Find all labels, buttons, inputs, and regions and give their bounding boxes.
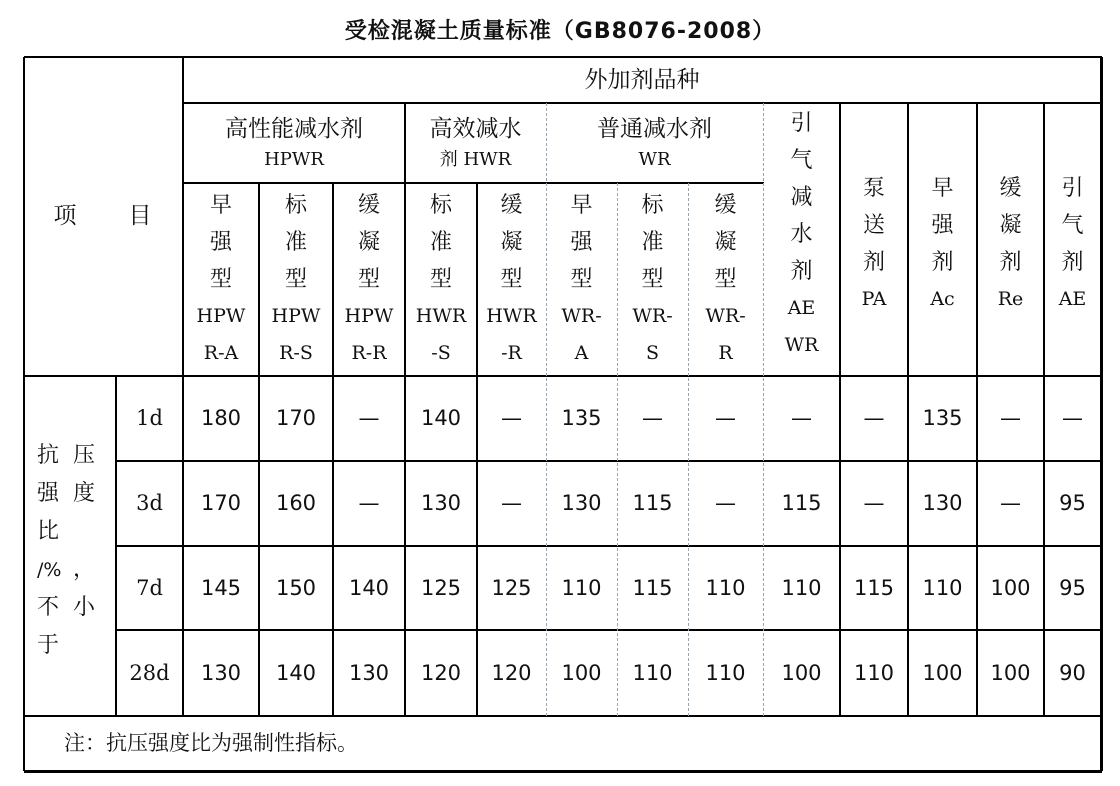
- column-header-char: 凝: [500, 230, 523, 255]
- column-header-char: 型: [641, 267, 664, 292]
- column-header-code: WR-: [632, 305, 673, 327]
- column-header-char: 泵: [862, 175, 885, 201]
- column-header-char: 标: [284, 193, 307, 218]
- column-header-code: -R: [501, 342, 522, 364]
- column-header-char: 缓: [500, 193, 523, 218]
- column-header-code: R-S: [279, 342, 313, 364]
- row-group-label-char: [73, 628, 103, 664]
- column-header-char: 凝: [714, 230, 737, 255]
- column-header-char: 型: [209, 267, 232, 292]
- column-header-0: [183, 183, 259, 376]
- group-hpwr-name: 高性能减水剂: [225, 115, 363, 142]
- row-group-label-char: ，: [73, 557, 96, 582]
- admixture-type-label: 外加剂品种: [584, 66, 700, 93]
- row-group-label-char: 不: [37, 595, 60, 620]
- column-header-4: [477, 183, 546, 376]
- value-text: 150: [275, 575, 317, 600]
- column-header-char: 缓: [999, 175, 1022, 201]
- value-text: —: [1000, 491, 1021, 515]
- value-text: 170: [275, 406, 317, 430]
- column-header-1: [259, 183, 333, 376]
- column-header-code: S: [645, 342, 660, 364]
- column-header-code: HWR: [486, 305, 537, 327]
- row-group-label-char: 度: [73, 481, 96, 506]
- column-header-char: 凝: [999, 212, 1022, 238]
- column-header-char: 强: [931, 212, 954, 238]
- value-text: 140: [348, 575, 390, 600]
- value-text: —: [642, 406, 663, 430]
- age-cell: [116, 376, 183, 461]
- column-header-char: 剂: [999, 249, 1022, 275]
- value-cell: [333, 630, 405, 716]
- value-cell: [477, 461, 546, 546]
- group-hwr-name: 高效减水: [429, 115, 522, 142]
- value-cell: [908, 546, 977, 630]
- admixture-type-header: [183, 57, 1101, 103]
- column-header-code: HPW: [271, 305, 321, 327]
- value-cell: [908, 461, 977, 546]
- value-text: 130: [348, 660, 390, 685]
- value-text: —: [1000, 406, 1021, 430]
- column-header-char: 剂: [790, 259, 813, 284]
- value-text: 140: [275, 660, 317, 685]
- column-header-code: A: [574, 342, 589, 364]
- column-header-code: HWR: [415, 305, 467, 327]
- value-cell: [617, 630, 688, 716]
- value-cell: [259, 376, 333, 461]
- value-text: 130: [922, 491, 963, 515]
- value-text: —: [501, 406, 522, 430]
- group-hpwr-code: HPWR: [264, 148, 324, 170]
- value-text: 170: [200, 491, 242, 515]
- value-text: —: [715, 491, 736, 515]
- column-header-code: R-R: [351, 342, 387, 364]
- value-text: 110: [561, 575, 602, 600]
- row-group-label-char: 小: [73, 595, 96, 620]
- value-cell: [1044, 461, 1101, 546]
- value-cell: [840, 461, 908, 546]
- value-text: 135: [561, 406, 602, 430]
- value-text: —: [863, 406, 885, 430]
- value-text: 110: [853, 660, 895, 685]
- column-header-char: 准: [641, 230, 664, 255]
- value-cell: [405, 546, 477, 630]
- column-header-7: [688, 183, 763, 376]
- value-cell: [183, 376, 259, 461]
- column-header-char: 缓: [714, 193, 737, 218]
- value-cell: [259, 546, 333, 630]
- value-cell: [1044, 630, 1101, 716]
- column-header-char: 早: [209, 193, 232, 218]
- value-cell: [259, 630, 333, 716]
- column-header-code: HPW: [196, 305, 246, 327]
- group-wr-header: [546, 103, 763, 183]
- value-text: —: [791, 406, 812, 430]
- value-text: 115: [632, 575, 673, 600]
- value-text: 110: [632, 660, 673, 685]
- group-wr-name: 普通减水剂: [597, 115, 712, 142]
- row-group-label-char: [73, 514, 103, 550]
- item-header-label: 项 目: [53, 203, 154, 229]
- column-header-9: [840, 103, 908, 376]
- column-header-char: 型: [714, 267, 737, 292]
- value-cell: [477, 546, 546, 630]
- value-cell: [688, 630, 763, 716]
- column-header-char: 强: [209, 230, 232, 255]
- column-header-char: 气: [1061, 212, 1084, 238]
- column-header-char: 强: [570, 230, 593, 255]
- value-cell: [688, 546, 763, 630]
- table-note: [24, 716, 1101, 771]
- value-cell: [259, 461, 333, 546]
- column-header-code: HPW: [344, 305, 394, 327]
- value-cell: [763, 630, 840, 716]
- age-cell: [116, 546, 183, 630]
- value-text: 110: [781, 575, 822, 600]
- row-group-label-char: 于: [37, 633, 60, 658]
- document-title: 受检混凝土质量标准（GB8076-2008）: [344, 19, 776, 44]
- group-hpwr-header: [183, 103, 405, 183]
- value-text: 140: [420, 406, 462, 430]
- column-header-char: 型: [500, 267, 523, 292]
- age-cell: [116, 461, 183, 546]
- row-group-label-char: 强: [37, 481, 60, 506]
- value-text: —: [863, 491, 885, 515]
- group-wr-code: WR: [638, 148, 671, 170]
- column-header-2: [333, 183, 405, 376]
- column-header-char: 准: [429, 230, 452, 255]
- value-text: 120: [420, 660, 462, 685]
- value-text: 90: [1059, 660, 1086, 685]
- column-header-code: Re: [997, 287, 1024, 310]
- column-header-11: [977, 103, 1044, 376]
- value-cell: [333, 376, 405, 461]
- value-text: 125: [491, 575, 532, 600]
- column-header-code: AE: [787, 297, 816, 319]
- value-cell: [477, 630, 546, 716]
- value-text: 180: [200, 406, 242, 430]
- column-header-6: [617, 183, 688, 376]
- value-cell: [763, 376, 840, 461]
- value-text: 130: [200, 660, 242, 685]
- value-text: 95: [1059, 575, 1086, 600]
- column-header-code: AE: [1058, 287, 1087, 310]
- value-text: 160: [275, 491, 317, 515]
- column-header-code: PA: [861, 287, 887, 310]
- value-text: 100: [781, 660, 822, 685]
- value-text: 110: [705, 575, 746, 600]
- column-header-char: 型: [570, 267, 593, 292]
- value-cell: [763, 546, 840, 630]
- column-header-3: [405, 183, 477, 376]
- column-header-5: [546, 183, 617, 376]
- value-text: 115: [781, 491, 822, 515]
- column-header-code: R-A: [203, 342, 239, 364]
- value-text: 100: [561, 660, 602, 685]
- value-text: —: [715, 406, 736, 430]
- value-cell: [977, 376, 1044, 461]
- item-header: [24, 57, 183, 376]
- column-header-char: 引: [1061, 175, 1084, 201]
- value-text: 130: [561, 491, 602, 515]
- column-header-code: -S: [431, 342, 451, 364]
- value-text: 115: [632, 491, 673, 515]
- column-header-code: WR-: [705, 305, 746, 327]
- column-header-code: WR: [784, 334, 819, 356]
- value-cell: [977, 546, 1044, 630]
- age-label: 1d: [136, 406, 163, 430]
- column-header-char: 剂: [1061, 249, 1084, 275]
- column-header-code: R: [718, 342, 733, 364]
- value-text: 145: [200, 575, 242, 600]
- value-cell: [546, 630, 617, 716]
- value-cell: [617, 376, 688, 461]
- value-text: 95: [1059, 491, 1086, 515]
- value-cell: [333, 461, 405, 546]
- value-cell: [840, 376, 908, 461]
- value-text: 110: [705, 660, 746, 685]
- column-header-char: 标: [641, 193, 664, 218]
- column-header-code: Ac: [930, 287, 955, 310]
- value-cell: [688, 461, 763, 546]
- column-header-char: 水: [790, 222, 813, 247]
- value-text: —: [358, 491, 380, 515]
- column-header-code: WR-: [561, 305, 602, 327]
- value-cell: [840, 546, 908, 630]
- value-cell: [546, 546, 617, 630]
- row-group-label: [24, 376, 116, 716]
- value-text: 125: [420, 575, 462, 600]
- value-cell: [1044, 376, 1101, 461]
- value-cell: [477, 376, 546, 461]
- value-cell: [688, 376, 763, 461]
- column-header-char: 剂: [931, 249, 954, 275]
- age-label: 3d: [136, 491, 163, 515]
- value-cell: [840, 630, 908, 716]
- column-header-char: 标: [429, 193, 452, 218]
- value-cell: [908, 630, 977, 716]
- column-header-char: 缓: [357, 193, 380, 218]
- value-cell: [763, 461, 840, 546]
- value-cell: [617, 461, 688, 546]
- column-header-char: 剂: [862, 249, 885, 275]
- value-text: 115: [853, 575, 895, 600]
- column-header-10: [908, 103, 977, 376]
- row-group-label-char: /%: [37, 559, 62, 581]
- value-cell: [546, 376, 617, 461]
- column-header-char: 型: [429, 267, 452, 292]
- column-header-8: [763, 103, 840, 376]
- value-cell: [1044, 546, 1101, 630]
- value-cell: [405, 461, 477, 546]
- value-cell: [183, 461, 259, 546]
- value-text: 100: [990, 575, 1031, 600]
- column-header-char: 早: [931, 175, 954, 201]
- value-text: 100: [990, 660, 1031, 685]
- column-header-char: 减: [790, 185, 813, 210]
- row-group-label-char: 抗: [37, 443, 60, 468]
- value-text: 110: [922, 575, 963, 600]
- age-label: 28d: [129, 660, 170, 685]
- value-cell: [183, 630, 259, 716]
- value-cell: [546, 461, 617, 546]
- value-text: 120: [491, 660, 532, 685]
- column-header-char: 型: [357, 267, 380, 292]
- value-text: —: [501, 491, 522, 515]
- column-header-12: [1044, 103, 1101, 376]
- row-group-label-text: [37, 438, 103, 664]
- column-header-char: 引: [790, 111, 813, 136]
- note-text: 注：抗压强度比为强制性指标。: [64, 731, 358, 755]
- value-cell: [617, 546, 688, 630]
- value-cell: [183, 546, 259, 630]
- row-group-label-char: 压: [73, 443, 96, 468]
- column-header-char: 送: [862, 212, 885, 238]
- column-header-char: 型: [284, 267, 307, 292]
- age-label: 7d: [136, 575, 163, 600]
- value-cell: [405, 630, 477, 716]
- value-text: —: [358, 406, 380, 430]
- group-hwr-header: [405, 103, 546, 183]
- value-text: 130: [420, 491, 462, 515]
- value-text: 100: [922, 660, 963, 685]
- value-cell: [977, 630, 1044, 716]
- column-header-char: 气: [790, 148, 813, 173]
- column-header-char: 早: [570, 193, 593, 218]
- value-text: —: [1062, 406, 1083, 430]
- age-cell: [116, 630, 183, 716]
- value-cell: [333, 546, 405, 630]
- value-text: 135: [922, 406, 963, 430]
- column-header-char: 凝: [357, 230, 380, 255]
- value-cell: [405, 376, 477, 461]
- value-cell: [977, 461, 1044, 546]
- row-group-label-char: 比: [37, 519, 60, 544]
- value-cell: [908, 376, 977, 461]
- column-header-char: 准: [284, 230, 307, 255]
- group-hwr-code: 剂 HWR: [439, 148, 512, 170]
